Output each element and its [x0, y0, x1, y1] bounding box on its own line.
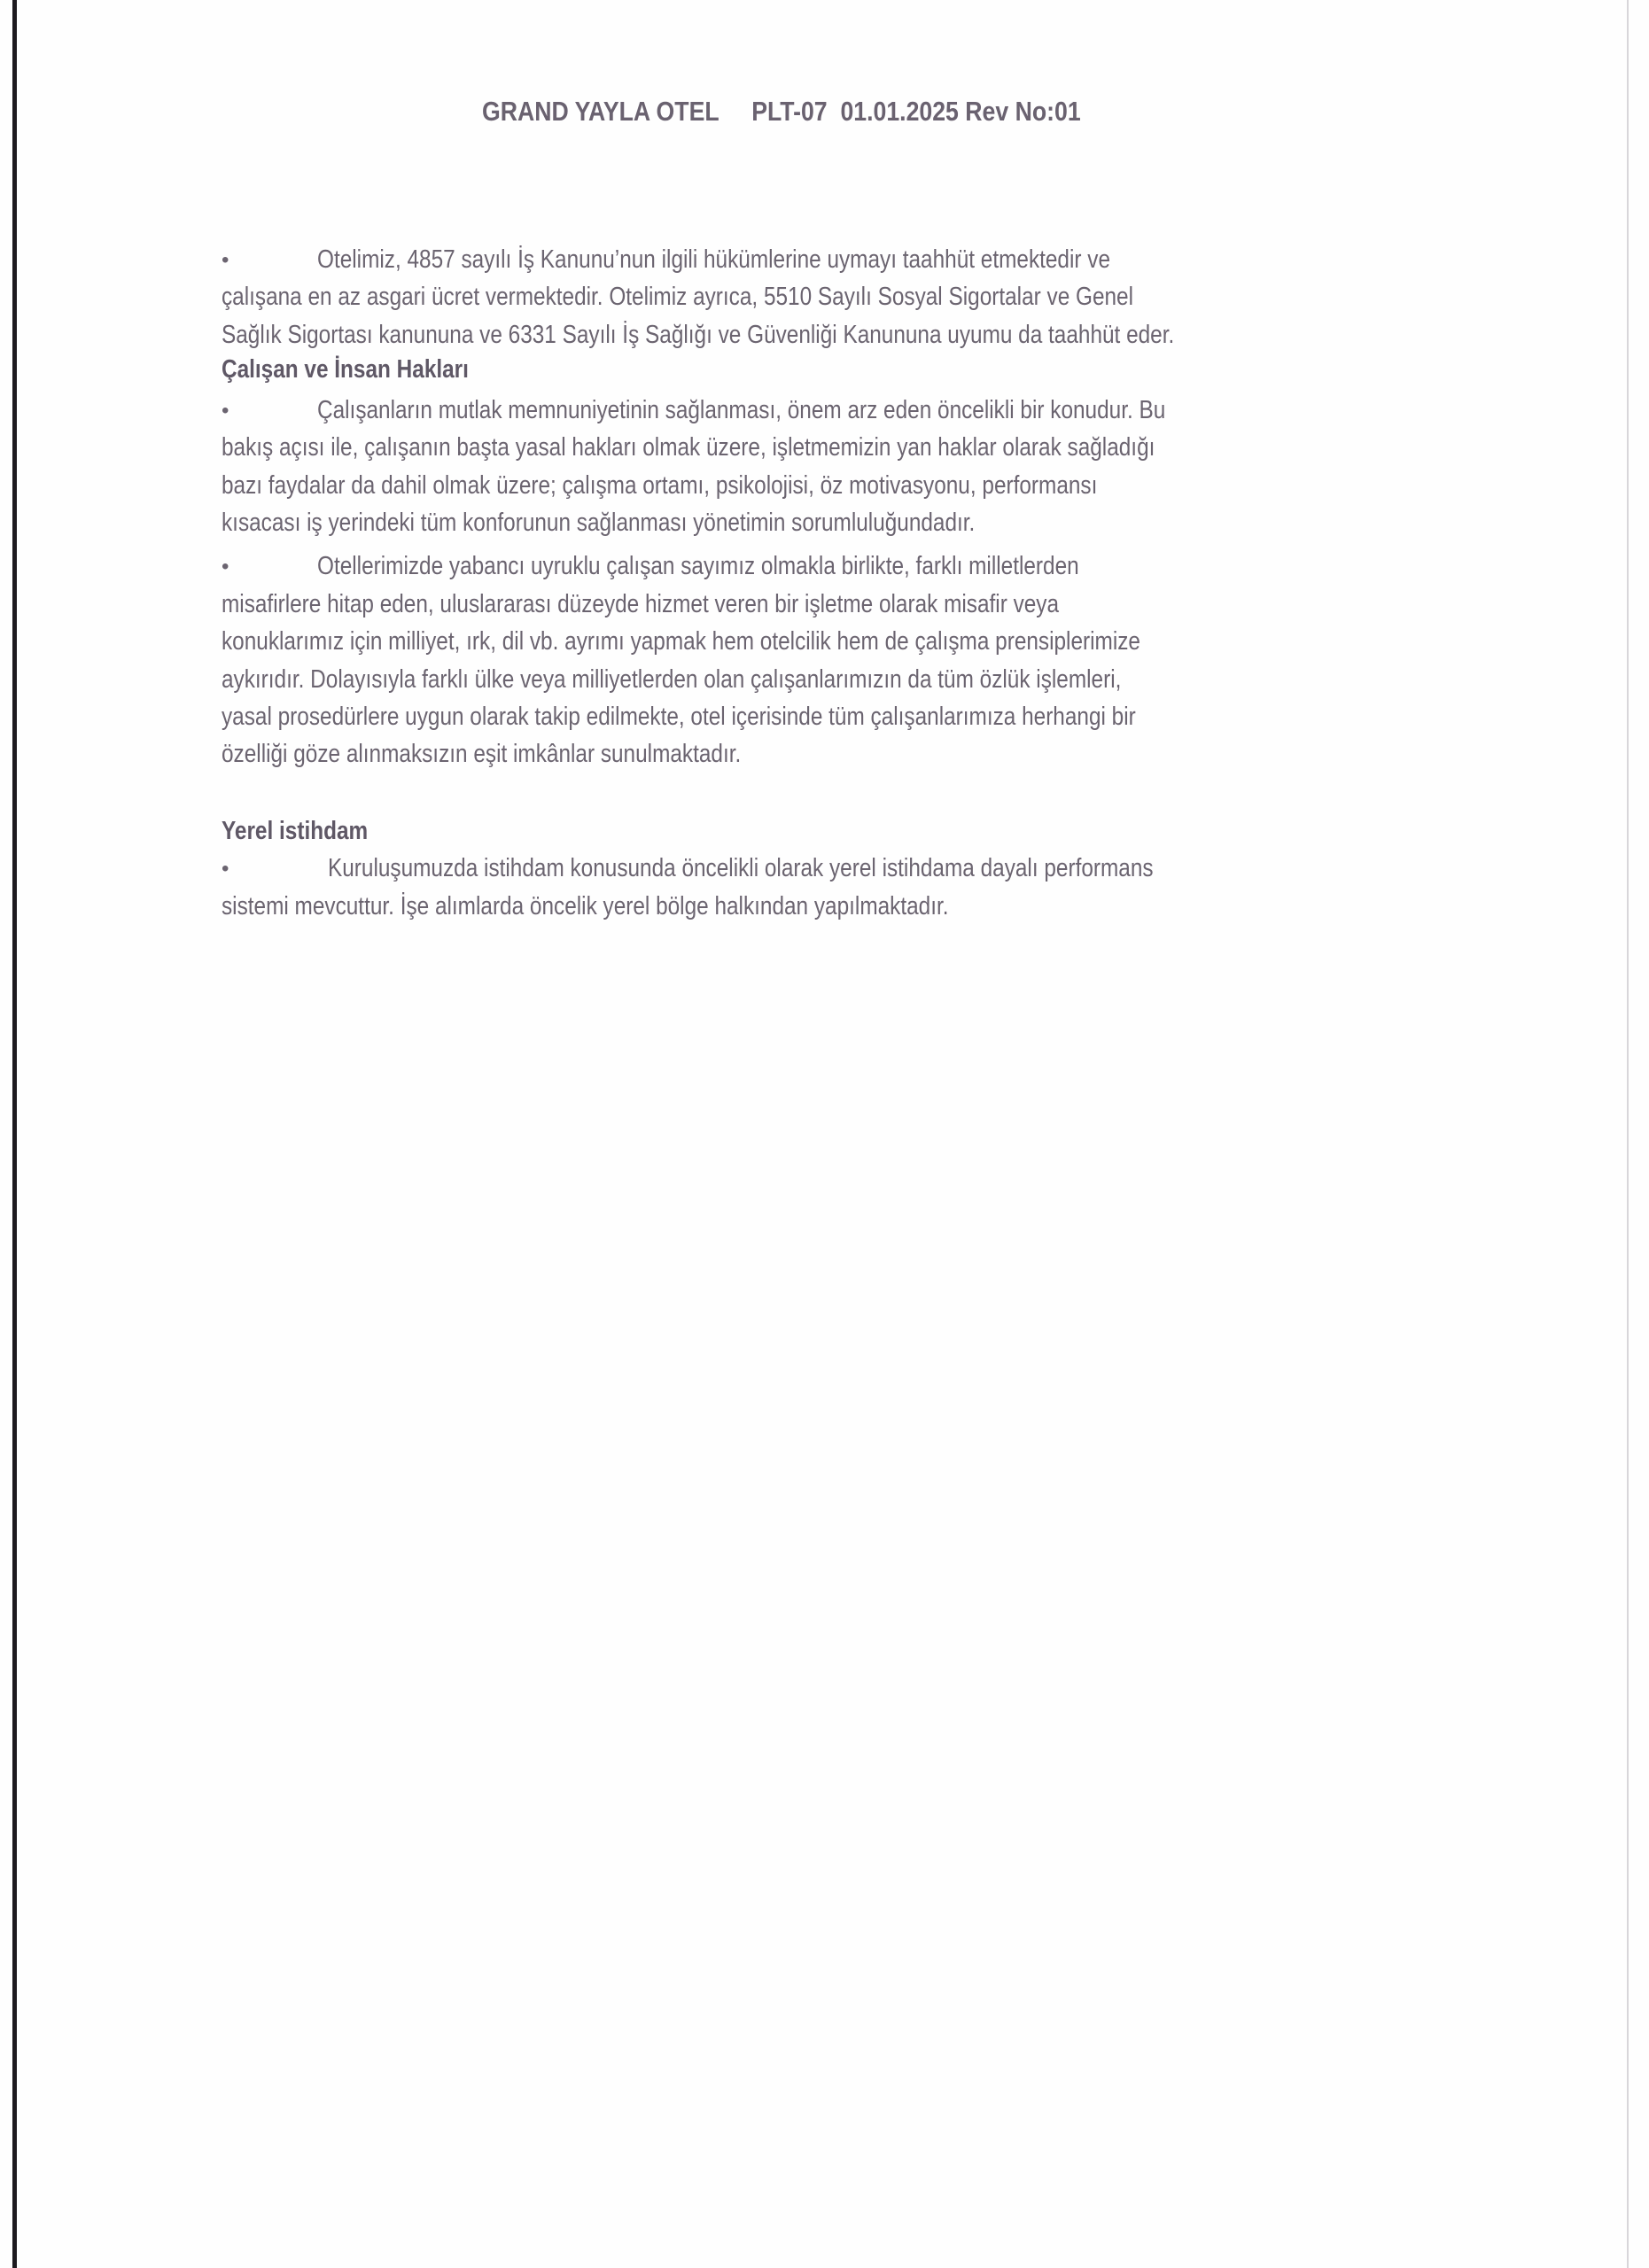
paragraph-line: bazı faydalar da dahil olmak üzere; çalışma ortamı, psikolojisi, öz motivasyonu, performansı	[222, 471, 1098, 500]
paragraph-line: Kuruluşumuzda istihdam konusunda öncelikli olarak yerel istihdama dayalı performans	[328, 854, 1154, 882]
paragraph-line: özelliği göze alınmaksızın eşit imkânlar sunulmaktadır.	[222, 740, 742, 768]
paragraph-line: yasal prosedürlere uygun olarak takip edilmekte, otel içerisinde tüm çalışanlarımıza herhangi bir	[222, 703, 1136, 731]
bullet-icon: •	[222, 248, 229, 272]
paragraph-line: kısacası iş yerindeki tüm konforunun sağlanması yönetimin sorumluluğundadır.	[222, 509, 976, 537]
bullet-icon: •	[222, 555, 229, 579]
paragraph-line: sistemi mevcuttur. İşe alımlarda öncelik yerel bölge halkından yapılmaktadır.	[222, 892, 949, 920]
scan-edge-left	[12, 0, 17, 2268]
section-heading: Yerel istihdam	[222, 817, 369, 845]
paragraph-line: Sağlık Sigortası kanununa ve 6331 Sayılı İş Sağlığı ve Güvenliği Kanununa uyumu da taahhüt eder.	[222, 321, 1175, 349]
paragraph-line: Otellerimizde yabancı uyruklu çalışan sayımız olmakla birlikte, farklı milletlerden	[317, 552, 1079, 580]
paragraph-line: Çalışanların mutlak memnuniyetinin sağlanması, önem arz eden öncelikli bir konudur. Bu	[317, 396, 1166, 424]
document-header: GRAND YAYLA OTEL PLT-07 01.01.2025 Rev No:01	[482, 96, 1081, 127]
paragraph-line: aykırıdır. Dolayısıyla farklı ülke veya milliyetlerden olan çalışanlarımızın da tüm özlük işlemleri,	[222, 665, 1122, 694]
paragraph-line: bakış açısı ile, çalışanın başta yasal hakları olmak üzere, işletmemizin yan haklar olarak sağladığı	[222, 433, 1155, 462]
bullet-icon: •	[222, 857, 229, 881]
paragraph-line: misafirlere hitap eden, uluslararası düzeyde hizmet veren bir işletme olarak misafir veya	[222, 590, 1060, 618]
paragraph-line: Otelimiz, 4857 sayılı İş Kanunu’nun ilgili hükümlerine uymayı taahhüt etmektedir ve	[317, 245, 1111, 274]
bullet-icon: •	[222, 399, 229, 423]
paragraph-line: konuklarımız için milliyet, ırk, dil vb. ayrımı yapmak hem otelcilik hem de çalışma prensiplerimize	[222, 627, 1140, 656]
scan-edge-right	[1627, 0, 1629, 2268]
paragraph-line: çalışana en az asgari ücret vermektedir. Otelimiz ayrıca, 5510 Sayılı Sosyal Sigortalar ve Genel	[222, 283, 1134, 311]
section-heading: Çalışan ve İnsan Hakları	[222, 355, 469, 384]
